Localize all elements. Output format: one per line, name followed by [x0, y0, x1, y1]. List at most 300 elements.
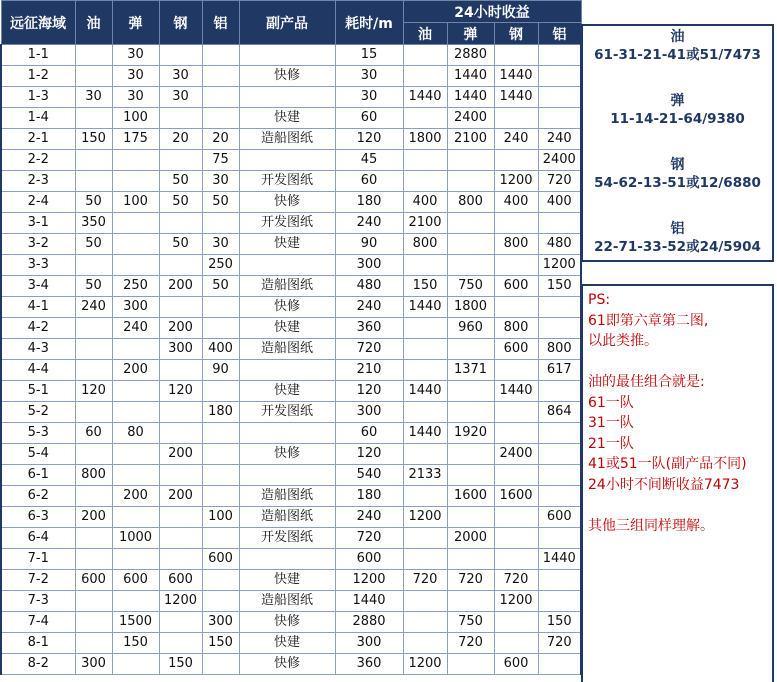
- cell-income-ammo[interactable]: [447, 213, 494, 234]
- cell-oil[interactable]: 350: [75, 213, 112, 234]
- cell-oil[interactable]: [75, 486, 112, 507]
- header-income-oil[interactable]: 油: [403, 23, 447, 45]
- cell-zone[interactable]: 3-1: [1, 213, 75, 234]
- cell-zone[interactable]: 4-1: [1, 297, 75, 318]
- cell-byproduct[interactable]: 快修: [239, 66, 335, 87]
- header-zone[interactable]: 远征海域: [1, 1, 75, 45]
- cell-byproduct[interactable]: 开发图纸: [239, 402, 335, 423]
- cell-zone[interactable]: 4-2: [1, 318, 75, 339]
- cell-byproduct[interactable]: [239, 150, 335, 171]
- cell-income-ammo[interactable]: 1600: [447, 486, 494, 507]
- cell-steel[interactable]: [159, 549, 202, 570]
- cell-oil[interactable]: [75, 255, 112, 276]
- cell-time[interactable]: 120: [335, 381, 403, 402]
- cell-income-oil[interactable]: 1200: [403, 507, 447, 528]
- header-income-group[interactable]: 24小时收益: [403, 1, 581, 23]
- cell-ammo[interactable]: 250: [112, 276, 159, 297]
- cell-ammo[interactable]: [112, 150, 159, 171]
- cell-oil[interactable]: 50: [75, 234, 112, 255]
- cell-income-bauxite[interactable]: 720: [538, 633, 581, 654]
- cell-income-ammo[interactable]: 960: [447, 318, 494, 339]
- cell-income-oil[interactable]: [403, 612, 447, 633]
- cell-ammo[interactable]: 240: [112, 318, 159, 339]
- cell-bauxite[interactable]: [202, 591, 239, 612]
- cell-income-oil[interactable]: [403, 444, 447, 465]
- cell-income-ammo[interactable]: 2100: [447, 129, 494, 150]
- cell-income-bauxite[interactable]: [538, 465, 581, 486]
- cell-time[interactable]: 540: [335, 465, 403, 486]
- cell-income-bauxite[interactable]: 617: [538, 360, 581, 381]
- cell-zone[interactable]: 1-1: [1, 45, 75, 66]
- cell-time[interactable]: 1440: [335, 591, 403, 612]
- cell-income-steel[interactable]: [494, 360, 538, 381]
- cell-income-oil[interactable]: [403, 402, 447, 423]
- cell-income-steel[interactable]: 240: [494, 129, 538, 150]
- cell-income-bauxite[interactable]: 150: [538, 612, 581, 633]
- cell-income-ammo[interactable]: 750: [447, 612, 494, 633]
- cell-income-bauxite[interactable]: [538, 381, 581, 402]
- cell-bauxite[interactable]: 90: [202, 360, 239, 381]
- cell-bauxite[interactable]: [202, 318, 239, 339]
- cell-time[interactable]: 60: [335, 171, 403, 192]
- cell-zone[interactable]: 5-1: [1, 381, 75, 402]
- cell-income-steel[interactable]: [494, 255, 538, 276]
- cell-steel[interactable]: 200: [159, 318, 202, 339]
- cell-oil[interactable]: 200: [75, 507, 112, 528]
- cell-oil[interactable]: 120: [75, 381, 112, 402]
- cell-time[interactable]: 480: [335, 276, 403, 297]
- cell-bauxite[interactable]: [202, 381, 239, 402]
- cell-time[interactable]: 720: [335, 339, 403, 360]
- cell-income-bauxite[interactable]: [538, 297, 581, 318]
- cell-income-ammo[interactable]: [447, 339, 494, 360]
- cell-byproduct[interactable]: 快建: [239, 234, 335, 255]
- cell-zone[interactable]: 5-3: [1, 423, 75, 444]
- header-income-ammo[interactable]: 弹: [447, 23, 494, 45]
- cell-income-steel[interactable]: [494, 507, 538, 528]
- cell-zone[interactable]: 5-4: [1, 444, 75, 465]
- cell-income-steel[interactable]: [494, 213, 538, 234]
- cell-time[interactable]: 300: [335, 402, 403, 423]
- cell-steel[interactable]: 20: [159, 129, 202, 150]
- cell-income-oil[interactable]: 400: [403, 192, 447, 213]
- cell-time[interactable]: 240: [335, 213, 403, 234]
- cell-income-ammo[interactable]: [447, 150, 494, 171]
- cell-steel[interactable]: 150: [159, 654, 202, 675]
- cell-ammo[interactable]: [112, 234, 159, 255]
- cell-zone[interactable]: 3-4: [1, 276, 75, 297]
- cell-time[interactable]: 120: [335, 444, 403, 465]
- cell-steel[interactable]: [159, 402, 202, 423]
- cell-oil[interactable]: 600: [75, 570, 112, 591]
- cell-income-bauxite[interactable]: 720: [538, 171, 581, 192]
- cell-income-ammo[interactable]: [447, 654, 494, 675]
- cell-byproduct[interactable]: 造船图纸: [239, 486, 335, 507]
- cell-income-ammo[interactable]: [447, 234, 494, 255]
- cell-income-oil[interactable]: 1440: [403, 381, 447, 402]
- cell-bauxite[interactable]: [202, 528, 239, 549]
- cell-income-oil[interactable]: 1200: [403, 654, 447, 675]
- cell-byproduct[interactable]: [239, 360, 335, 381]
- cell-ammo[interactable]: 100: [112, 108, 159, 129]
- cell-ammo[interactable]: [112, 654, 159, 675]
- cell-income-bauxite[interactable]: [538, 108, 581, 129]
- cell-income-ammo[interactable]: [447, 465, 494, 486]
- cell-byproduct[interactable]: 快修: [239, 444, 335, 465]
- cell-steel[interactable]: 200: [159, 276, 202, 297]
- cell-steel[interactable]: [159, 612, 202, 633]
- cell-byproduct[interactable]: 造船图纸: [239, 339, 335, 360]
- cell-ammo[interactable]: 30: [112, 66, 159, 87]
- cell-zone[interactable]: 8-1: [1, 633, 75, 654]
- cell-byproduct[interactable]: 开发图纸: [239, 171, 335, 192]
- cell-zone[interactable]: 3-2: [1, 234, 75, 255]
- cell-steel[interactable]: [159, 297, 202, 318]
- header-byproduct[interactable]: 副产品: [239, 1, 335, 45]
- cell-bauxite[interactable]: [202, 423, 239, 444]
- cell-steel[interactable]: 50: [159, 171, 202, 192]
- cell-income-bauxite[interactable]: 150: [538, 276, 581, 297]
- cell-time[interactable]: 45: [335, 150, 403, 171]
- cell-income-oil[interactable]: 1440: [403, 297, 447, 318]
- cell-steel[interactable]: [159, 633, 202, 654]
- cell-time[interactable]: 180: [335, 486, 403, 507]
- cell-oil[interactable]: [75, 528, 112, 549]
- cell-steel[interactable]: 200: [159, 444, 202, 465]
- cell-income-bauxite[interactable]: [538, 486, 581, 507]
- cell-steel[interactable]: 300: [159, 339, 202, 360]
- cell-oil[interactable]: [75, 633, 112, 654]
- cell-income-ammo[interactable]: [447, 171, 494, 192]
- header-income-steel[interactable]: 钢: [494, 23, 538, 45]
- cell-ammo[interactable]: [112, 507, 159, 528]
- cell-time[interactable]: 300: [335, 633, 403, 654]
- cell-ammo[interactable]: 80: [112, 423, 159, 444]
- cell-oil[interactable]: 50: [75, 276, 112, 297]
- cell-income-ammo[interactable]: 800: [447, 192, 494, 213]
- cell-ammo[interactable]: [112, 402, 159, 423]
- cell-income-bauxite[interactable]: [538, 423, 581, 444]
- cell-income-bauxite[interactable]: 2400: [538, 150, 581, 171]
- cell-byproduct[interactable]: 快建: [239, 381, 335, 402]
- cell-bauxite[interactable]: [202, 486, 239, 507]
- cell-income-ammo[interactable]: 2400: [447, 108, 494, 129]
- cell-income-ammo[interactable]: 720: [447, 633, 494, 654]
- cell-income-bauxite[interactable]: 800: [538, 339, 581, 360]
- cell-income-ammo[interactable]: 1440: [447, 87, 494, 108]
- cell-steel[interactable]: [159, 423, 202, 444]
- cell-oil[interactable]: 300: [75, 654, 112, 675]
- cell-steel[interactable]: [159, 150, 202, 171]
- cell-bauxite[interactable]: [202, 570, 239, 591]
- cell-byproduct[interactable]: 造船图纸: [239, 129, 335, 150]
- cell-income-ammo[interactable]: 720: [447, 570, 494, 591]
- cell-time[interactable]: 180: [335, 192, 403, 213]
- cell-income-bauxite[interactable]: 1200: [538, 255, 581, 276]
- cell-income-oil[interactable]: 1440: [403, 87, 447, 108]
- cell-byproduct[interactable]: 快建: [239, 108, 335, 129]
- cell-income-steel[interactable]: 1600: [494, 486, 538, 507]
- cell-oil[interactable]: 150: [75, 129, 112, 150]
- cell-income-ammo[interactable]: 1371: [447, 360, 494, 381]
- header-ammo[interactable]: 弹: [112, 1, 159, 45]
- cell-income-oil[interactable]: 2133: [403, 465, 447, 486]
- cell-time[interactable]: 90: [335, 234, 403, 255]
- cell-steel[interactable]: [159, 465, 202, 486]
- cell-oil[interactable]: [75, 444, 112, 465]
- cell-income-bauxite[interactable]: [538, 528, 581, 549]
- cell-steel[interactable]: 30: [159, 66, 202, 87]
- cell-steel[interactable]: 600: [159, 570, 202, 591]
- cell-time[interactable]: 240: [335, 507, 403, 528]
- cell-oil[interactable]: [75, 108, 112, 129]
- cell-byproduct[interactable]: 快建: [239, 570, 335, 591]
- cell-income-steel[interactable]: [494, 297, 538, 318]
- cell-byproduct[interactable]: 造船图纸: [239, 507, 335, 528]
- cell-income-bauxite[interactable]: [538, 66, 581, 87]
- cell-oil[interactable]: [75, 66, 112, 87]
- cell-income-steel[interactable]: [494, 528, 538, 549]
- cell-income-oil[interactable]: [403, 66, 447, 87]
- cell-byproduct[interactable]: [239, 549, 335, 570]
- cell-ammo[interactable]: [112, 213, 159, 234]
- cell-byproduct[interactable]: [239, 45, 335, 66]
- cell-byproduct[interactable]: 造船图纸: [239, 591, 335, 612]
- cell-time[interactable]: 60: [335, 423, 403, 444]
- cell-income-bauxite[interactable]: [538, 87, 581, 108]
- cell-income-oil[interactable]: 1440: [403, 423, 447, 444]
- cell-income-oil[interactable]: [403, 45, 447, 66]
- cell-bauxite[interactable]: 50: [202, 276, 239, 297]
- cell-zone[interactable]: 7-2: [1, 570, 75, 591]
- cell-income-ammo[interactable]: 1920: [447, 423, 494, 444]
- cell-zone[interactable]: 5-2: [1, 402, 75, 423]
- cell-steel[interactable]: [159, 45, 202, 66]
- cell-income-oil[interactable]: 1800: [403, 129, 447, 150]
- cell-zone[interactable]: 6-3: [1, 507, 75, 528]
- cell-income-ammo[interactable]: [447, 444, 494, 465]
- cell-ammo[interactable]: [112, 591, 159, 612]
- cell-byproduct[interactable]: 快修: [239, 612, 335, 633]
- cell-steel[interactable]: 1200: [159, 591, 202, 612]
- cell-bauxite[interactable]: [202, 87, 239, 108]
- cell-ammo[interactable]: [112, 339, 159, 360]
- cell-income-steel[interactable]: 1440: [494, 87, 538, 108]
- cell-bauxite[interactable]: [202, 45, 239, 66]
- cell-oil[interactable]: [75, 591, 112, 612]
- cell-income-oil[interactable]: [403, 339, 447, 360]
- cell-zone[interactable]: 2-1: [1, 129, 75, 150]
- cell-income-bauxite[interactable]: [538, 213, 581, 234]
- cell-steel[interactable]: 120: [159, 381, 202, 402]
- cell-bauxite[interactable]: 400: [202, 339, 239, 360]
- cell-income-steel[interactable]: 800: [494, 318, 538, 339]
- cell-income-ammo[interactable]: [447, 507, 494, 528]
- cell-zone[interactable]: 3-3: [1, 255, 75, 276]
- cell-zone[interactable]: 6-2: [1, 486, 75, 507]
- cell-income-steel[interactable]: [494, 549, 538, 570]
- cell-income-bauxite[interactable]: [538, 570, 581, 591]
- cell-income-ammo[interactable]: [447, 402, 494, 423]
- cell-oil[interactable]: [75, 150, 112, 171]
- cell-income-oil[interactable]: [403, 108, 447, 129]
- cell-income-steel[interactable]: [494, 150, 538, 171]
- header-time[interactable]: 耗时/m: [335, 1, 403, 45]
- cell-time[interactable]: 360: [335, 318, 403, 339]
- cell-bauxite[interactable]: 300: [202, 612, 239, 633]
- cell-income-steel[interactable]: 1440: [494, 381, 538, 402]
- cell-oil[interactable]: [75, 339, 112, 360]
- cell-income-bauxite[interactable]: [538, 318, 581, 339]
- cell-time[interactable]: 720: [335, 528, 403, 549]
- cell-income-steel[interactable]: 720: [494, 570, 538, 591]
- cell-oil[interactable]: [75, 402, 112, 423]
- cell-steel[interactable]: 200: [159, 486, 202, 507]
- cell-bauxite[interactable]: [202, 297, 239, 318]
- cell-income-oil[interactable]: [403, 486, 447, 507]
- cell-income-oil[interactable]: [403, 171, 447, 192]
- cell-oil[interactable]: 240: [75, 297, 112, 318]
- cell-income-ammo[interactable]: [447, 549, 494, 570]
- cell-ammo[interactable]: 600: [112, 570, 159, 591]
- cell-bauxite[interactable]: 180: [202, 402, 239, 423]
- header-steel[interactable]: 钢: [159, 1, 202, 45]
- cell-zone[interactable]: 7-4: [1, 612, 75, 633]
- cell-income-steel[interactable]: 2400: [494, 444, 538, 465]
- cell-ammo[interactable]: 300: [112, 297, 159, 318]
- cell-income-oil[interactable]: [403, 318, 447, 339]
- cell-bauxite[interactable]: [202, 108, 239, 129]
- cell-income-oil[interactable]: 2100: [403, 213, 447, 234]
- cell-income-ammo[interactable]: [447, 255, 494, 276]
- cell-income-ammo[interactable]: [447, 591, 494, 612]
- cell-byproduct[interactable]: [239, 255, 335, 276]
- cell-income-ammo[interactable]: [447, 381, 494, 402]
- cell-income-ammo[interactable]: 2000: [447, 528, 494, 549]
- cell-steel[interactable]: 50: [159, 234, 202, 255]
- cell-byproduct[interactable]: 快修: [239, 192, 335, 213]
- cell-income-bauxite[interactable]: 480: [538, 234, 581, 255]
- cell-byproduct[interactable]: 造船图纸: [239, 276, 335, 297]
- cell-ammo[interactable]: [112, 255, 159, 276]
- cell-oil[interactable]: [75, 318, 112, 339]
- cell-income-steel[interactable]: [494, 45, 538, 66]
- cell-ammo[interactable]: [112, 381, 159, 402]
- cell-ammo[interactable]: 30: [112, 45, 159, 66]
- cell-zone[interactable]: 1-3: [1, 87, 75, 108]
- cell-zone[interactable]: 1-2: [1, 66, 75, 87]
- cell-income-ammo[interactable]: 2880: [447, 45, 494, 66]
- cell-income-steel[interactable]: [494, 423, 538, 444]
- cell-time[interactable]: 30: [335, 66, 403, 87]
- cell-byproduct[interactable]: 快建: [239, 318, 335, 339]
- cell-byproduct[interactable]: 快修: [239, 297, 335, 318]
- cell-ammo[interactable]: 30: [112, 87, 159, 108]
- cell-time[interactable]: 210: [335, 360, 403, 381]
- cell-income-ammo[interactable]: 1800: [447, 297, 494, 318]
- cell-income-oil[interactable]: 720: [403, 570, 447, 591]
- cell-time[interactable]: 240: [335, 297, 403, 318]
- cell-income-bauxite[interactable]: 864: [538, 402, 581, 423]
- cell-oil[interactable]: [75, 549, 112, 570]
- cell-time[interactable]: 360: [335, 654, 403, 675]
- cell-income-oil[interactable]: [403, 255, 447, 276]
- cell-income-steel[interactable]: [494, 465, 538, 486]
- cell-zone[interactable]: 4-3: [1, 339, 75, 360]
- cell-steel[interactable]: 30: [159, 87, 202, 108]
- header-income-bauxite[interactable]: 铝: [538, 23, 581, 45]
- cell-income-steel[interactable]: [494, 402, 538, 423]
- cell-bauxite[interactable]: 250: [202, 255, 239, 276]
- cell-time[interactable]: 15: [335, 45, 403, 66]
- cell-steel[interactable]: [159, 255, 202, 276]
- cell-bauxite[interactable]: [202, 66, 239, 87]
- cell-byproduct[interactable]: [239, 465, 335, 486]
- cell-ammo[interactable]: 200: [112, 360, 159, 381]
- cell-income-bauxite[interactable]: [538, 45, 581, 66]
- cell-oil[interactable]: 800: [75, 465, 112, 486]
- header-bauxite[interactable]: 铝: [202, 1, 239, 45]
- cell-bauxite[interactable]: 600: [202, 549, 239, 570]
- cell-byproduct[interactable]: 快建: [239, 633, 335, 654]
- cell-time[interactable]: 300: [335, 255, 403, 276]
- cell-income-bauxite[interactable]: 240: [538, 129, 581, 150]
- cell-income-bauxite[interactable]: [538, 444, 581, 465]
- cell-zone[interactable]: 7-3: [1, 591, 75, 612]
- cell-time[interactable]: 60: [335, 108, 403, 129]
- cell-zone[interactable]: 2-3: [1, 171, 75, 192]
- cell-bauxite[interactable]: [202, 213, 239, 234]
- cell-income-steel[interactable]: 1200: [494, 171, 538, 192]
- header-oil[interactable]: 油: [75, 1, 112, 45]
- cell-time[interactable]: 600: [335, 549, 403, 570]
- cell-bauxite[interactable]: [202, 654, 239, 675]
- cell-income-steel[interactable]: 400: [494, 192, 538, 213]
- cell-oil[interactable]: [75, 612, 112, 633]
- cell-income-oil[interactable]: [403, 150, 447, 171]
- cell-oil[interactable]: 30: [75, 87, 112, 108]
- cell-zone[interactable]: 2-4: [1, 192, 75, 213]
- cell-ammo[interactable]: [112, 549, 159, 570]
- cell-oil[interactable]: [75, 360, 112, 381]
- cell-income-steel[interactable]: [494, 612, 538, 633]
- cell-ammo[interactable]: [112, 465, 159, 486]
- cell-zone[interactable]: 6-4: [1, 528, 75, 549]
- cell-bauxite[interactable]: 30: [202, 234, 239, 255]
- cell-income-steel[interactable]: [494, 633, 538, 654]
- cell-bauxite[interactable]: 150: [202, 633, 239, 654]
- cell-income-steel[interactable]: 1200: [494, 591, 538, 612]
- cell-income-bauxite[interactable]: 600: [538, 507, 581, 528]
- cell-byproduct[interactable]: 开发图纸: [239, 528, 335, 549]
- cell-bauxite[interactable]: 30: [202, 171, 239, 192]
- cell-byproduct[interactable]: 快修: [239, 654, 335, 675]
- cell-steel[interactable]: [159, 507, 202, 528]
- cell-income-oil[interactable]: [403, 633, 447, 654]
- cell-steel[interactable]: [159, 108, 202, 129]
- cell-bauxite[interactable]: [202, 465, 239, 486]
- cell-oil[interactable]: [75, 45, 112, 66]
- cell-ammo[interactable]: 1000: [112, 528, 159, 549]
- cell-byproduct[interactable]: [239, 423, 335, 444]
- cell-steel[interactable]: [159, 528, 202, 549]
- cell-bauxite[interactable]: 50: [202, 192, 239, 213]
- cell-ammo[interactable]: 1500: [112, 612, 159, 633]
- cell-income-ammo[interactable]: 750: [447, 276, 494, 297]
- cell-ammo[interactable]: 175: [112, 129, 159, 150]
- cell-oil[interactable]: 60: [75, 423, 112, 444]
- cell-income-oil[interactable]: [403, 591, 447, 612]
